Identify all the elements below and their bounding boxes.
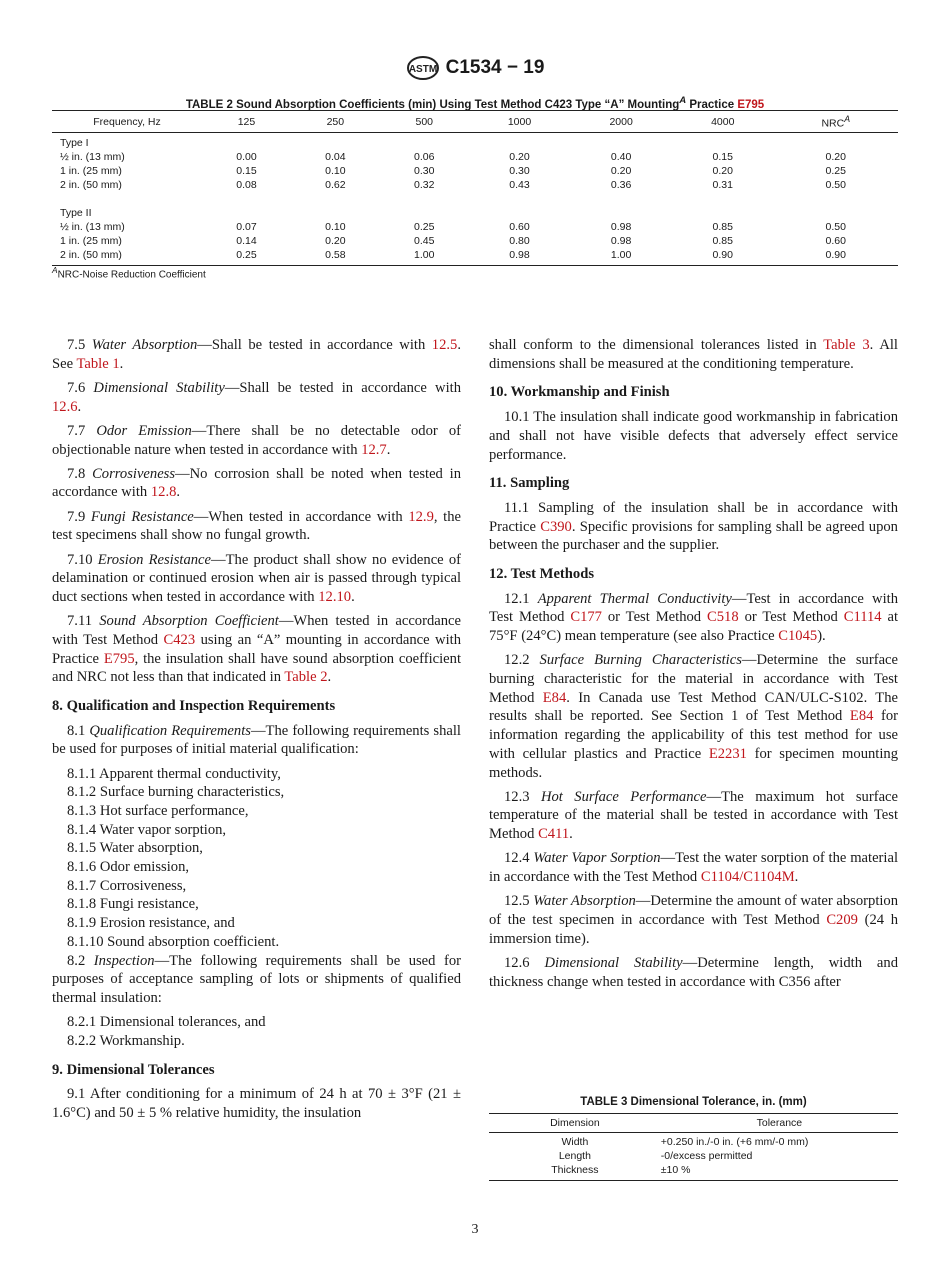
text: shall conform to the dimensional tolerances listed in	[489, 337, 824, 353]
tolerance-cell: +0.250 in./-0 in. (+6 mm/-0 mm)	[660, 1136, 809, 1148]
text: 10.1 The insulation shall indicate good workmanship in fabrication and shall not have visible defects that adversely effect service performance.	[489, 409, 898, 463]
text: 12.4	[504, 850, 534, 867]
italic-term: Apparent Thermal Conductivity	[537, 590, 732, 607]
text: ).	[817, 628, 826, 645]
text: for information regarding the applicability of this test method for use with cellular plastics and Practice	[489, 708, 899, 762]
column-header: 500	[380, 111, 469, 133]
paragraph	[52, 821, 461, 840]
italic-term: Surface Burning Characteristics	[539, 652, 742, 669]
cell-value: 0.45	[414, 234, 435, 247]
section-heading	[489, 565, 898, 584]
paragraph	[489, 336, 898, 373]
paragraph	[52, 722, 461, 759]
column-header: 4000	[672, 111, 774, 133]
text: , the test specimens shall show no fungal growth.	[52, 508, 461, 544]
cell-value: 0.98	[509, 248, 530, 261]
reference-link[interactable]: 12.6	[52, 398, 78, 415]
text: —The product shall show no evidence of delamination or continued erosion when air is passed through typical duct sections when tested in accordance with	[52, 551, 462, 605]
reference-link[interactable]: C411	[538, 826, 570, 843]
text: using an “A” mounting in accordance with Practice	[52, 631, 461, 667]
paragraph	[489, 408, 898, 464]
text: 8. Qualification and Inspection Requirements	[52, 697, 336, 714]
reference-link[interactable]: Table 3	[823, 337, 870, 353]
paragraph	[52, 952, 461, 1008]
cell-value: 0.30	[509, 164, 530, 177]
italic-term: Odor Emission	[96, 422, 192, 439]
paragraph	[52, 612, 461, 687]
text: 7.8	[67, 465, 93, 482]
text: 8.1.5 Water absorption,	[67, 840, 203, 857]
cell-value: 0.31	[712, 178, 733, 191]
text: .	[176, 484, 181, 501]
paragraph	[52, 336, 461, 373]
reference-link[interactable]: Table 1	[76, 355, 120, 372]
table3-caption: TABLE 3 Dimensional Tolerance, in. (mm)	[580, 1096, 807, 1108]
text: 11. Sampling	[489, 475, 570, 492]
designation: C1534 − 19	[445, 57, 545, 79]
paragraph	[52, 783, 461, 802]
footnote-text: NRC-Noise Reduction Coefficient	[57, 269, 206, 281]
paragraph	[52, 465, 461, 502]
column-header: Frequency, Hz	[52, 111, 202, 133]
italic-term: Sound Absorption Coefficient	[99, 613, 279, 630]
cell-value: 0.20	[610, 164, 632, 177]
column-header: 125	[202, 111, 291, 133]
paragraph	[489, 954, 898, 991]
paragraph	[52, 379, 461, 416]
column-header: 1000	[469, 111, 571, 133]
text: 8.2	[67, 952, 94, 969]
paragraph	[52, 933, 461, 952]
cell-value: 0.10	[325, 164, 346, 177]
row-label: 1 in. (25 mm)	[60, 234, 122, 247]
cell-value: 0.90	[712, 248, 733, 261]
italic-term: Dimensional Stability	[93, 379, 225, 396]
table2	[52, 110, 898, 266]
text: .	[794, 869, 799, 886]
italic-term: Water Vapor Sorption	[533, 850, 661, 867]
cell-value: 0.98	[610, 220, 632, 233]
text: —Test in accordance with Test Method	[489, 590, 899, 626]
text: 7.6	[67, 379, 94, 396]
caption-text: TABLE 2 Sound Absorption Coefficients (min) Using Test Method C423 Type “A” Mounting	[185, 98, 680, 111]
row-label: ½ in. (13 mm)	[60, 150, 125, 163]
row-label: 1 in. (25 mm)	[60, 164, 122, 177]
text: 7.11	[67, 613, 100, 630]
cell-value: 0.20	[509, 150, 530, 163]
text: —No corrosion shall be noted when tested in accordance with	[52, 465, 462, 501]
text: 9.1 After conditioning for a minimum of 24 h at 70 ± 3°F (21 ± 1.6°C) and 50 ± 5 % relative humidity, the insulation	[52, 1086, 461, 1122]
paragraph	[52, 895, 461, 914]
text: —Shall be tested in accordance with	[224, 379, 462, 396]
cell-value: 0.62	[325, 178, 346, 191]
cell-value: 0.58	[325, 248, 346, 261]
text: (24 h immersion time).	[489, 911, 898, 947]
text: 11.1 Sampling of the insulation shall be in accordance with Practice	[489, 499, 898, 535]
text: .	[327, 669, 332, 686]
cell-value: 0.15	[712, 150, 733, 163]
text: .	[386, 441, 391, 458]
text: , the insulation shall have sound absorption coefficient and NRC not less than that indicated in	[52, 650, 461, 686]
table-row	[52, 150, 898, 164]
reference-link[interactable]: C209	[826, 911, 858, 928]
cell-value: 0.15	[236, 164, 257, 177]
cell-value: 0.30	[414, 164, 435, 177]
text: 8.1	[67, 722, 90, 739]
header-dimension: Dimension	[489, 1114, 661, 1133]
text: .	[77, 398, 82, 415]
text: .	[351, 588, 355, 605]
paragraph	[52, 1032, 461, 1051]
reference-link[interactable]: 12.9	[408, 508, 434, 525]
reference-link[interactable]: C1114	[843, 609, 882, 626]
cell-value: 0.36	[610, 178, 632, 191]
reference-link[interactable]: C1104/C1104M	[700, 869, 795, 886]
cell-value: 0.25	[236, 248, 257, 261]
document-header	[0, 55, 950, 81]
row-label: 2 in. (50 mm)	[60, 178, 122, 191]
reference-link[interactable]: 12.5	[431, 337, 458, 353]
text: —Determine the surface burning characteristic for the material in accordance with Test Method	[489, 652, 899, 706]
reference-link[interactable]: C390	[540, 518, 572, 535]
text: 7.5	[67, 337, 92, 353]
text: 8.1.9 Erosion resistance, and	[67, 915, 235, 932]
cell-value: 1.00	[414, 248, 435, 261]
cell-value: 1.00	[610, 248, 632, 261]
text: 10. Workmanship and Finish	[489, 384, 670, 401]
paragraph	[52, 1013, 461, 1032]
cell-value: 0.20	[325, 234, 346, 247]
link-e795[interactable]: E795	[737, 98, 765, 111]
right-column	[489, 336, 898, 997]
cell-value: 0.20	[712, 164, 733, 177]
paragraph	[52, 1085, 461, 1122]
paragraph	[52, 877, 461, 896]
table3	[489, 1113, 898, 1181]
paragraph	[489, 499, 898, 555]
text: 8.2.1 Dimensional tolerances, and	[67, 1014, 266, 1031]
paragraph	[52, 839, 461, 858]
column-header: 2000	[570, 111, 672, 133]
text: .	[569, 826, 573, 843]
text: at 75°F (24°C) mean temperature (see also Practice	[489, 609, 899, 645]
reference-link[interactable]: 12.10	[318, 588, 352, 605]
text: 8.1.8 Fungi resistance,	[67, 896, 199, 913]
group-row	[52, 206, 898, 220]
cell-value: 0.60	[825, 234, 846, 247]
cell-value: 0.20	[825, 150, 846, 163]
paragraph	[52, 508, 461, 545]
cell-value: 0.80	[509, 234, 530, 247]
tolerance-cell: -0/excess permitted	[660, 1150, 753, 1162]
reference-link[interactable]: E84	[542, 689, 567, 706]
table-row	[52, 248, 898, 266]
text: 8.1.10 Sound absorption coefficient.	[67, 933, 280, 950]
text: —There shall be no detectable odor of objectionable nature when tested in accordance with	[52, 422, 461, 458]
italic-term: Inspection	[93, 952, 155, 969]
text: —The following requirements shall be used for purposes of acceptance sampling of lots or shipments of qualified thermal insulation:	[52, 952, 461, 1006]
text: for specimen mounting methods.	[489, 745, 899, 781]
dimension-cell: Thickness	[551, 1164, 599, 1176]
cell-value: 0.85	[712, 234, 733, 247]
column-header: 250	[291, 111, 380, 133]
reference-link[interactable]: Table 2	[284, 669, 328, 686]
dimension-cell: Length	[558, 1150, 591, 1162]
cell-value: 0.06	[414, 150, 435, 163]
reference-link[interactable]: C1045	[778, 628, 818, 645]
section-heading	[52, 697, 461, 716]
cell-value: 0.04	[325, 150, 346, 163]
text: 12.1	[504, 590, 538, 607]
cell-value: 0.60	[509, 220, 530, 233]
paragraph	[52, 765, 461, 784]
section-heading	[489, 383, 898, 402]
text: 8.1.7 Corrosiveness,	[67, 877, 187, 894]
italic-term: Dimensional Stability	[544, 954, 683, 971]
text: 8.1.1 Apparent thermal conductivity,	[67, 765, 281, 782]
text: —Determine the amount of water absorption of the test specimen in accordance with Test Method	[489, 893, 899, 928]
cell-value: 0.25	[414, 220, 435, 233]
table2-footnote	[52, 265, 206, 280]
paragraph	[489, 788, 898, 844]
tolerance-cell: ±10 %	[660, 1164, 691, 1176]
cell-value: 0.40	[610, 150, 632, 163]
table-row	[489, 1149, 898, 1163]
text: 8.2.2 Workmanship.	[67, 1032, 185, 1049]
italic-term: Fungi Resistance	[90, 508, 194, 525]
caption-text: Practice	[686, 98, 738, 111]
text: 12.5	[504, 893, 534, 910]
table-row	[52, 234, 898, 248]
section-heading	[52, 1061, 461, 1080]
astm-logo-icon	[406, 55, 440, 81]
italic-term: Water Absorption	[533, 893, 636, 910]
text: 12.6	[504, 954, 545, 971]
text: 12.3	[504, 788, 541, 805]
group-label: Type I	[60, 136, 89, 149]
text: —When tested in accordance with Test Method	[52, 613, 461, 648]
text: 9. Dimensional Tolerances	[52, 1061, 215, 1078]
cell-value: 0.25	[825, 164, 846, 177]
text: 12. Test Methods	[489, 566, 595, 583]
text: or Test Method	[601, 609, 708, 626]
reference-link[interactable]: C177	[570, 609, 602, 626]
text: —The following requirements shall be used for purposes of initial material qualification:	[52, 722, 461, 758]
text: . In Canada use Test Method CAN/ULC-S102. The results shall be reported. See Section 1 of Test Method	[489, 689, 898, 725]
cell-value: 0.00	[236, 150, 257, 163]
row-label: 2 in. (50 mm)	[60, 248, 122, 261]
cell-value: 0.14	[236, 234, 257, 247]
reference-link[interactable]: E84	[849, 708, 874, 725]
dimension-cell: Width	[561, 1136, 589, 1148]
table-row	[52, 178, 898, 192]
paragraph	[489, 651, 898, 782]
italic-term: Hot Surface Performance	[540, 788, 707, 805]
reference-link[interactable]: C423	[163, 631, 196, 648]
text: or Test Method	[738, 609, 844, 626]
text: —Determine length, width and thickness change when tested in accordance with C356 after	[489, 954, 898, 990]
cell-value: 0.50	[825, 220, 846, 233]
text: . See	[52, 337, 461, 372]
text: —Test the water sorption of the material in accordance with the Test Method	[489, 850, 899, 886]
svg-text:ASTM: ASTM	[408, 64, 437, 75]
cell-value: 0.90	[825, 248, 846, 261]
text: 7.9	[67, 508, 91, 525]
italic-term: Qualification Requirements	[89, 722, 251, 739]
paragraph	[489, 892, 898, 948]
header-tolerance: Tolerance	[661, 1114, 898, 1133]
group-row	[52, 132, 898, 150]
section-heading	[489, 474, 898, 493]
cell-value: 0.43	[509, 178, 530, 191]
reference-link[interactable]: E2231	[708, 745, 747, 762]
text: —When tested in accordance with	[193, 508, 409, 525]
table-row	[52, 220, 898, 234]
cell-value: 0.10	[325, 220, 346, 233]
footnote-marker: A	[844, 114, 851, 124]
text: —Shall be tested in accordance with	[197, 337, 432, 353]
paragraph	[489, 590, 898, 646]
italic-term: Corrosiveness	[92, 465, 176, 482]
text: 8.1.6 Odor emission,	[67, 859, 190, 876]
row-label: ½ in. (13 mm)	[60, 220, 125, 233]
column-header: $NRC^A$	[774, 111, 898, 133]
left-column	[52, 336, 461, 1128]
text: 8.1.2 Surface burning characteristics,	[67, 784, 285, 801]
paragraph	[52, 914, 461, 933]
cell-value: 0.32	[414, 178, 435, 191]
table-row	[489, 1133, 898, 1150]
text: 8.1.4 Water vapor sorption,	[67, 821, 227, 838]
reference-link[interactable]: 12.7	[361, 441, 387, 458]
text: .	[119, 355, 124, 372]
text: . Specific provisions for sampling shall be agreed upon between the purchaser and the supplier.	[489, 518, 898, 554]
paragraph	[52, 858, 461, 877]
cell-value: 0.08	[236, 178, 257, 191]
text: . All dimensions shall be measured at the conditioning temperature.	[489, 337, 898, 372]
footnote-marker: A	[679, 95, 687, 106]
reference-link[interactable]: C518	[707, 609, 739, 626]
text: 8.1.3 Hot surface performance,	[67, 802, 249, 819]
page-number: 3	[471, 1222, 479, 1237]
paragraph	[52, 422, 461, 459]
reference-link[interactable]: E795	[103, 650, 135, 667]
italic-term: Erosion Resistance	[97, 551, 212, 568]
cell-value: 0.98	[610, 234, 632, 247]
text: 7.10	[67, 551, 98, 568]
text: 12.2	[504, 652, 540, 669]
text: 7.7	[67, 422, 97, 439]
cell-value: 0.85	[712, 220, 733, 233]
text: —The maximum hot surface temperature of the material shall be tested in accordance with Test Method	[489, 788, 898, 843]
table-row	[489, 1163, 898, 1181]
cell-value: 0.50	[825, 178, 846, 191]
table2-caption	[52, 95, 898, 111]
group-label: Type II	[60, 206, 92, 219]
cell-value: 0.07	[236, 220, 257, 233]
paragraph	[489, 849, 898, 886]
paragraph	[52, 551, 461, 607]
footnote-marker: A	[52, 265, 58, 275]
italic-term: Water Absorption	[91, 337, 198, 353]
table-row	[52, 164, 898, 178]
paragraph	[52, 802, 461, 821]
reference-link[interactable]: 12.8	[150, 484, 177, 501]
